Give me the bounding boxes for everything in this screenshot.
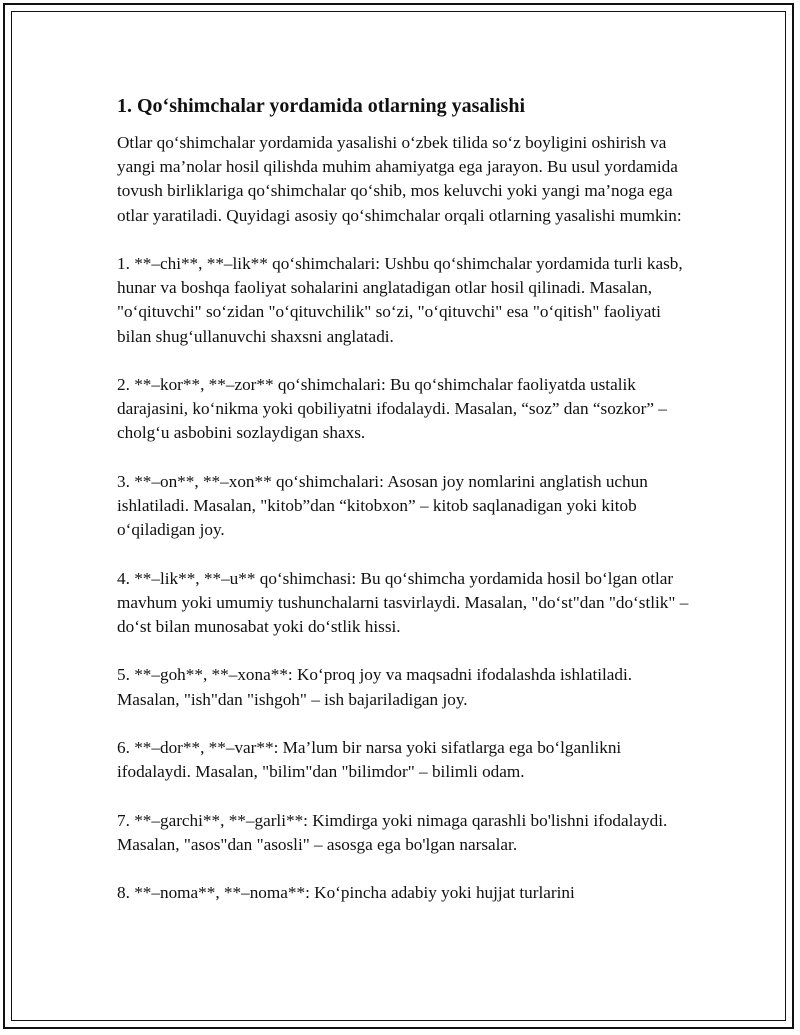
list-item-5: 5. **–goh**, **–xona**: Ko‘proq joy va maqsadni ifodalashda ishlatiladi. Masalan, "ish"dan "ishgoh" – ish bajariladigan joy.: [117, 665, 633, 709]
list-item-2: 2. **–kor**, **–zor** qo‘shimchalari: Bu qo‘shimchalar faoliyatda ustalik darajasini, ko‘nikma yoki qobiliyatni ifodalaydi. Masalan, “soz” dan “sozkor” – cholg‘u asbobini sozlaydigan shaxs.: [117, 375, 667, 443]
list-item-4: 4. **–lik**, **–u** qo‘shimchasi: Bu qo‘shimcha yordamida hosil bo‘lgan otlar mavhum yoki umumiy tushunchalarni tasvirlaydi. Masalan, "do‘st"dan "do‘stlik" – do‘st bilan munosabat yoki do‘stlik hissi.: [117, 568, 689, 636]
list-item-8: 8. **–noma**, **–noma**: Ko‘pincha adabiy yoki hujjat turlarini: [117, 883, 575, 903]
list-item-6: 6. **–dor**, **–var**: Ma’lum bir narsa yoki sifatlarga ega bo‘lganlikni ifodalaydi. Masalan, "bilim"dan "bilimdor" – bilimli odam.: [117, 737, 622, 782]
intro-paragraph: Otlar qo‘shimchalar yordamida yasalishi o‘zbek tilida so‘z boyligini oshirish va yangi ma’nolar hosil qilishda muhim ahamiyatga ega jarayon. Bu usul yordamida tovush birliklariga qo‘shimchalar qo‘shib, mos keluvchi yoki yangi ma’noga ega otlar yaratiladi. Quyidagi asosiy qo‘shimchalar orqali otlarning yasalishi mumkin:: [117, 133, 682, 225]
list-item-1: 1. **–chi**, **–lik** qo‘shimchalari: Ushbu qo‘shimchalar yordamida turli kasb, hunar va boshqa faoliyat sohalarini anglatadigan otlar hosil qilinadi. Masalan, "o‘qituvchi" so‘zidan "o‘qituvchilik" so‘zi, "o‘qituvchi" esa "o‘qitish" faoliyati bilan shug‘ullanuvchi shaxsni anglatadi.: [117, 254, 683, 346]
list-item-7: 7. **–garchi**, **–garli**: Kimdirga yoki nimaga qarashli bo'lishni ifodalaydi. Masalan, "asos"dan "asosli" – asosga ega bo'lgan narsalar.: [117, 810, 668, 854]
document-body: [117, 93, 697, 930]
list-item-3: 3. **–on**, **–xon** qo‘shimchalari: Asosan joy nomlarini anglatish uchun ishlatiladi. Masalan, "kitob”dan “kitobxon” – kitob saqlanadigan yoki kitob o‘qiladigan joy.: [117, 471, 648, 540]
section-title: 1. Qo‘shimchalar yordamida otlarning yasalishi: [117, 95, 526, 117]
